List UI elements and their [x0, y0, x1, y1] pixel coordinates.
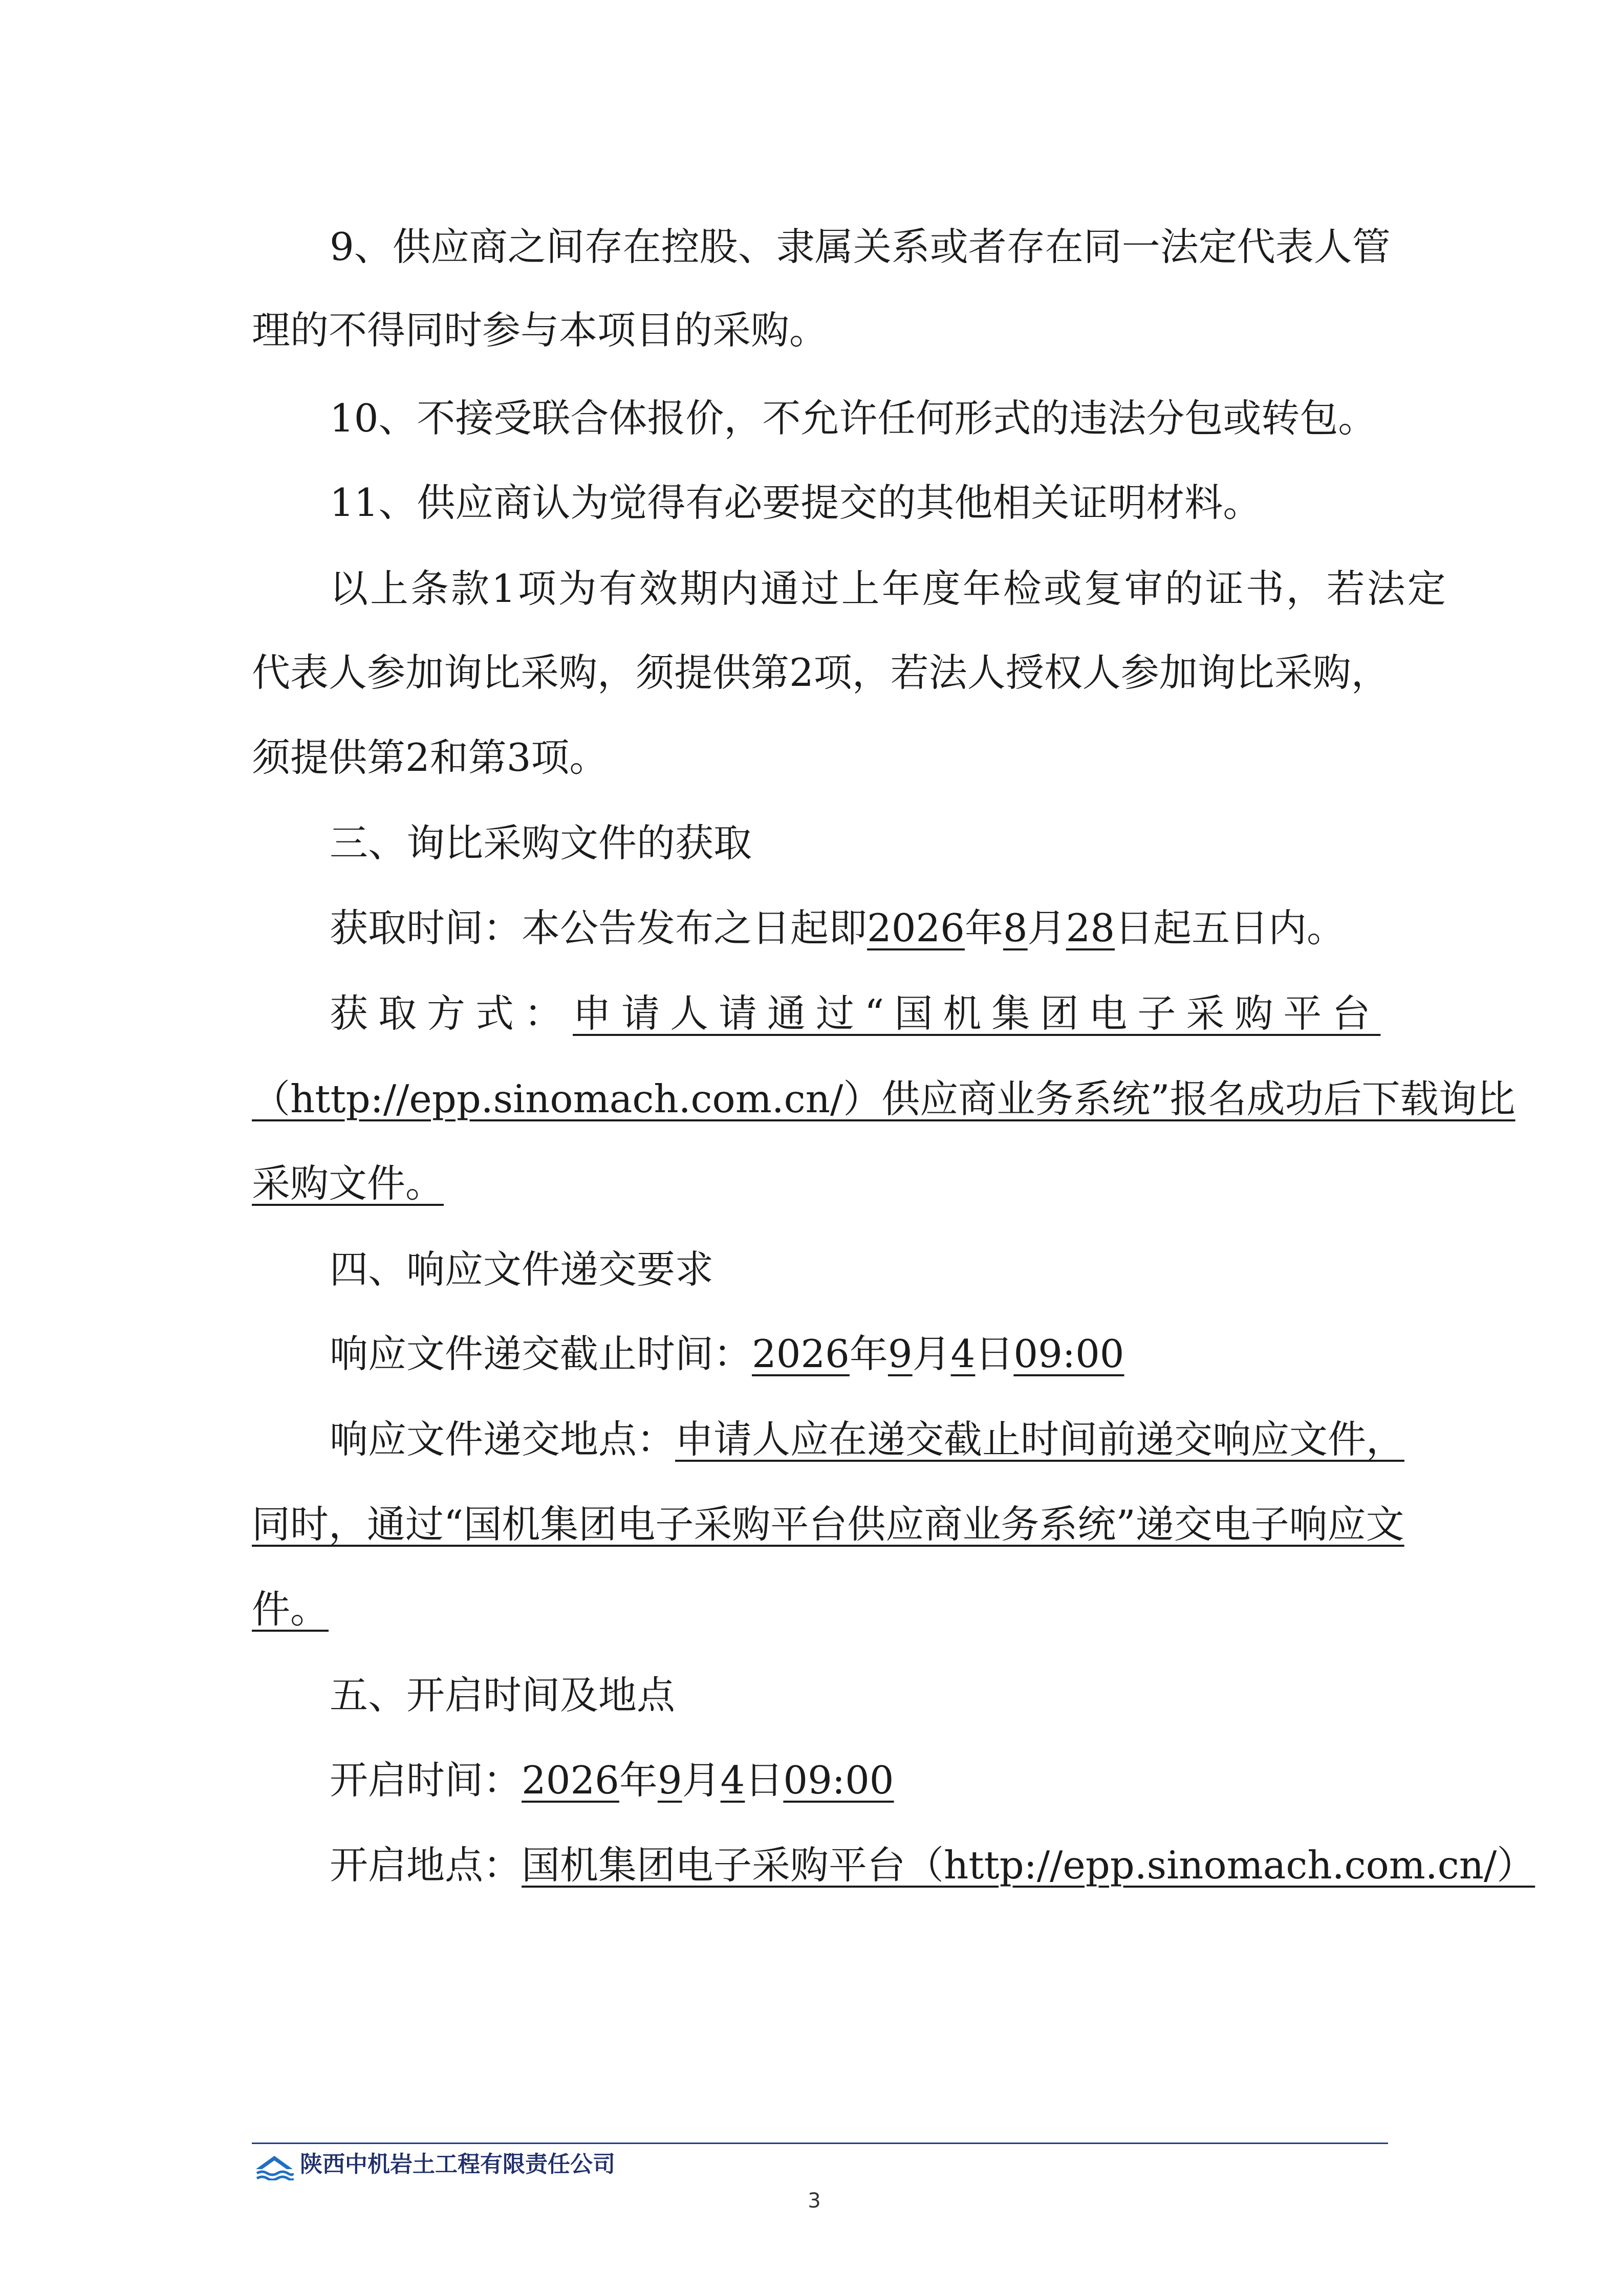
open-time-day: 4 — [720, 1758, 745, 1803]
paragraph-item-11: 11、供应商认为觉得有必要提交的其他相关证明材料。 — [330, 480, 1262, 525]
acquire-time-suffix: 日起五日内。 — [1115, 905, 1346, 950]
section-3-acquire-method-line-1 — [330, 988, 1380, 1039]
open-place-label: 开启地点： — [330, 1843, 522, 1888]
section-4-place-line-3: 件。 — [252, 1587, 329, 1632]
open-time-month: 9 — [657, 1758, 682, 1803]
deadline-time: 09:00 — [1013, 1331, 1124, 1376]
deadline-label: 响应文件递交截止时间： — [330, 1331, 752, 1376]
paragraph-note-line-2: 代表人参加询比采购，须提供第2项，若法人授权人参加询比采购， — [252, 650, 1390, 695]
footer-rule — [252, 2143, 1388, 2144]
acquire-time-label: 获取时间： — [330, 905, 522, 950]
submit-place-label: 响应文件递交地点： — [330, 1417, 676, 1462]
deadline-month: 9 — [887, 1331, 913, 1376]
open-time-day-unit: 日 — [745, 1758, 784, 1803]
open-time-clock: 09:00 — [783, 1758, 894, 1803]
paragraph-note-line-3: 须提供第2和第3项。 — [252, 735, 608, 780]
acquire-time-month-unit: 月 — [1027, 905, 1066, 950]
open-time-month-unit: 月 — [682, 1758, 721, 1803]
acquire-time-month: 8 — [1003, 905, 1028, 950]
submit-place-text-1: 申请人应在递交截止时间前递交响应文件， — [675, 1417, 1405, 1462]
paragraph-item-9-line-2: 理的不得同时参与本项目的采购。 — [252, 308, 828, 353]
open-place-text: 国机集团电子采购平台（http://epp.sinomach.com.cn/） — [522, 1843, 1535, 1888]
section-3-heading: 三、询比采购文件的获取 — [330, 820, 752, 866]
open-time-year-unit: 年 — [619, 1758, 658, 1803]
deadline-day: 4 — [950, 1331, 976, 1376]
acquire-time-day: 28 — [1066, 905, 1115, 950]
page-number: 3 — [808, 2189, 821, 2213]
paragraph-item-9-line-1: 9、供应商之间存在控股、隶属关系或者存在同一法定代表人管 — [330, 224, 1391, 269]
paragraph-note-line-1: 以上条款1项为有效期内通过上年度年检或复审的证书，若法定 — [330, 566, 1448, 611]
deadline-day-unit: 日 — [975, 1331, 1014, 1376]
section-4-deadline — [330, 1328, 1124, 1379]
deadline-year: 2026 — [752, 1331, 850, 1376]
acquire-time-prefix: 本公告发布之日起即 — [522, 905, 868, 950]
section-4-place-line-1 — [330, 1414, 1404, 1465]
acquire-time-year: 2026 — [867, 905, 965, 950]
section-5-open-time — [330, 1755, 894, 1806]
footer-company-name: 陕西中机岩土工程有限责任公司 — [300, 2151, 615, 2177]
section-3-acquire-time — [330, 902, 1345, 954]
section-4-heading: 四、响应文件递交要求 — [330, 1247, 714, 1292]
section-5-heading: 五、开启时间及地点 — [330, 1673, 676, 1718]
section-3-acquire-method-line-3: 采购文件。 — [252, 1161, 444, 1206]
open-time-year: 2026 — [522, 1758, 619, 1803]
acquire-method-label: 获取方式： — [330, 991, 573, 1036]
acquire-time-year-unit: 年 — [964, 905, 1003, 950]
section-3-acquire-method-line-2: （http://epp.sinomach.com.cn/）供应商业务系统”报名成功后下载询比 — [252, 1076, 1515, 1121]
section-5-open-place — [330, 1840, 1535, 1891]
deadline-year-unit: 年 — [849, 1331, 888, 1376]
open-time-label: 开启时间： — [330, 1758, 522, 1803]
acquire-method-text-1: 申请人请通过“国机集团电子采购平台 — [573, 991, 1381, 1036]
section-4-place-line-2: 同时，通过“国机集团电子采购平台供应商业务系统”递交电子响应文 — [252, 1502, 1404, 1547]
mountain-wave-logo-icon — [255, 2154, 294, 2180]
paragraph-item-10: 10、不接受联合体报价，不允许任何形式的违法分包或转包。 — [330, 396, 1377, 441]
deadline-month-unit: 月 — [912, 1331, 951, 1376]
